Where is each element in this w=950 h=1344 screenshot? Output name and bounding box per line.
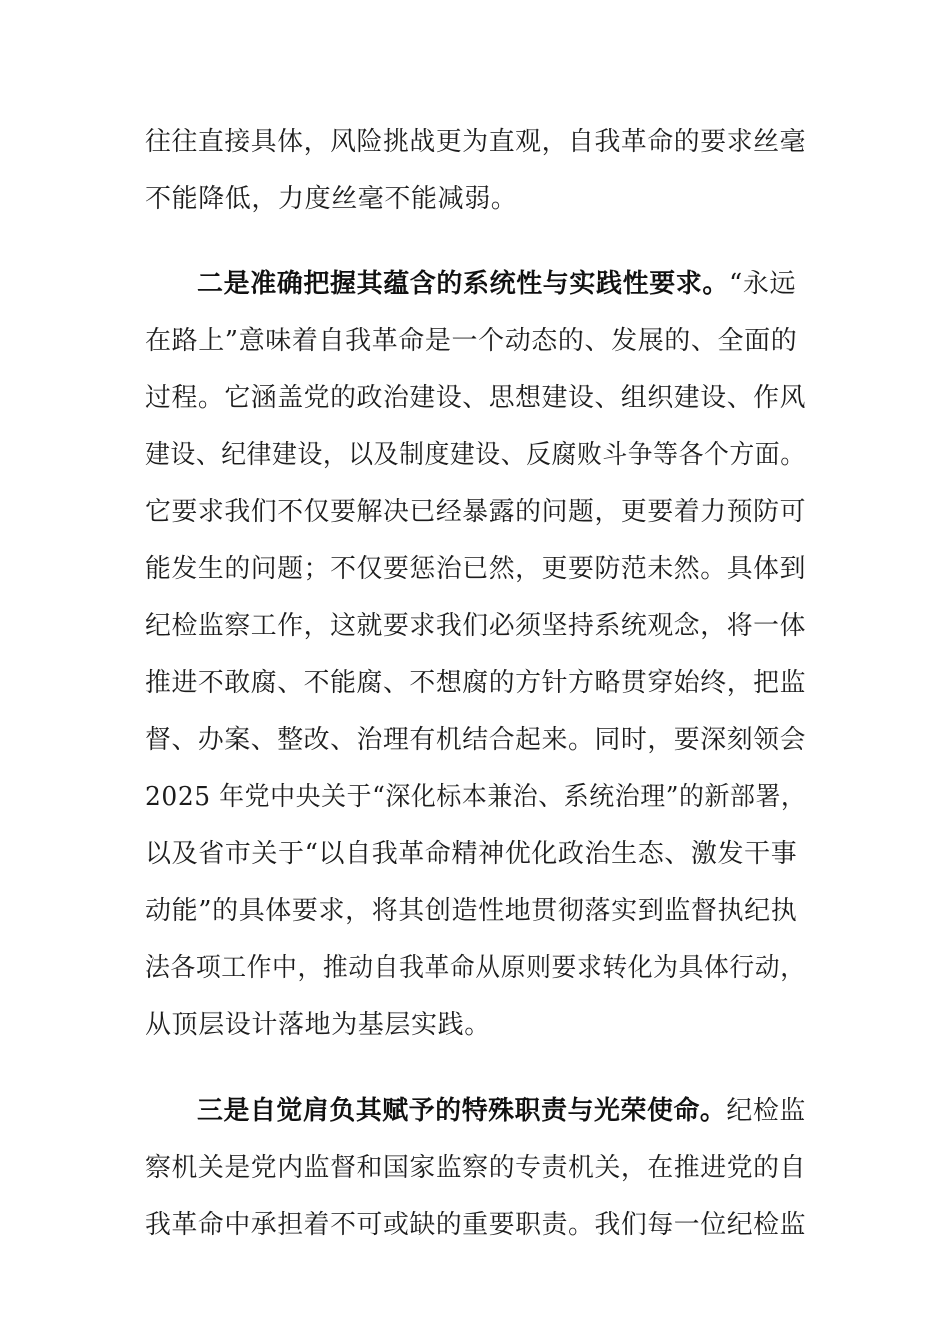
paragraph-2-line: 过程。它涵盖党的政治建设、思想建设、组织建设、作风 <box>145 383 807 413</box>
paragraph-3-first-line <box>197 1094 806 1128</box>
paragraph-3-line: 察机关是党内监督和国家监察的专责机关，在推进党的自 <box>145 1153 807 1183</box>
paragraph-2-line: 它要求我们不仅要解决已经暴露的问题，更要着力预防可 <box>145 497 807 527</box>
paragraph-2-line: 动能”的具体要求，将其创造性地贯彻落实到监督执纪执 <box>145 896 798 926</box>
paragraph-2-line: 从顶层设计落地为基层实践。 <box>145 1010 491 1040</box>
paragraph-2-line: 能发生的问题；不仅要惩治已然，更要防范未然。具体到 <box>145 554 807 584</box>
paragraph-3-heading: 三是自觉肩负其赋予的特殊职责与光荣使命。 <box>197 1096 727 1126</box>
paragraph-2-first-line <box>197 267 796 301</box>
paragraph-1-line-1: 往往直接具体，风险挑战更为直观，自我革命的要求丝毫 <box>145 127 807 157</box>
paragraph-2-line: 督、办案、整改、治理有机结合起来。同时，要深刻领会 <box>145 725 807 755</box>
paragraph-2-line: 在路上”意味着自我革命是一个动态的、发展的、全面的 <box>145 326 798 356</box>
paragraph-2-heading: 二是准确把握其蕴含的系统性与实践性要求。 <box>197 269 730 299</box>
paragraph-2-line: 纪检监察工作，这就要求我们必须坚持系统观念，将一体 <box>145 611 807 641</box>
paragraph-1-line-2: 不能降低，力度丝毫不能减弱。 <box>145 184 518 214</box>
paragraph-2-line: 以及省市关于“以自我革命精神优化政治生态、激发干事 <box>145 839 798 869</box>
paragraph-2-line: 法各项工作中，推动自我革命从原则要求转化为具体行动， <box>145 953 806 983</box>
paragraph-2-line: 2025 年党中央关于“深化标本兼治、系统治理”的新部署， <box>145 782 807 812</box>
paragraph-2-first-line-rest: “永远 <box>729 269 797 299</box>
paragraph-3-first-line-rest: 纪检监 <box>726 1096 806 1126</box>
paragraph-2-line: 建设、纪律建设，以及制度建设、反腐败斗争等各个方面。 <box>145 440 806 470</box>
paragraph-2-line: 推进不敢腐、不能腐、不想腐的方针方略贯穿始终，把监 <box>145 668 807 698</box>
paragraph-3-line: 我革命中承担着不可或缺的重要职责。我们每一位纪检监 <box>145 1210 807 1240</box>
